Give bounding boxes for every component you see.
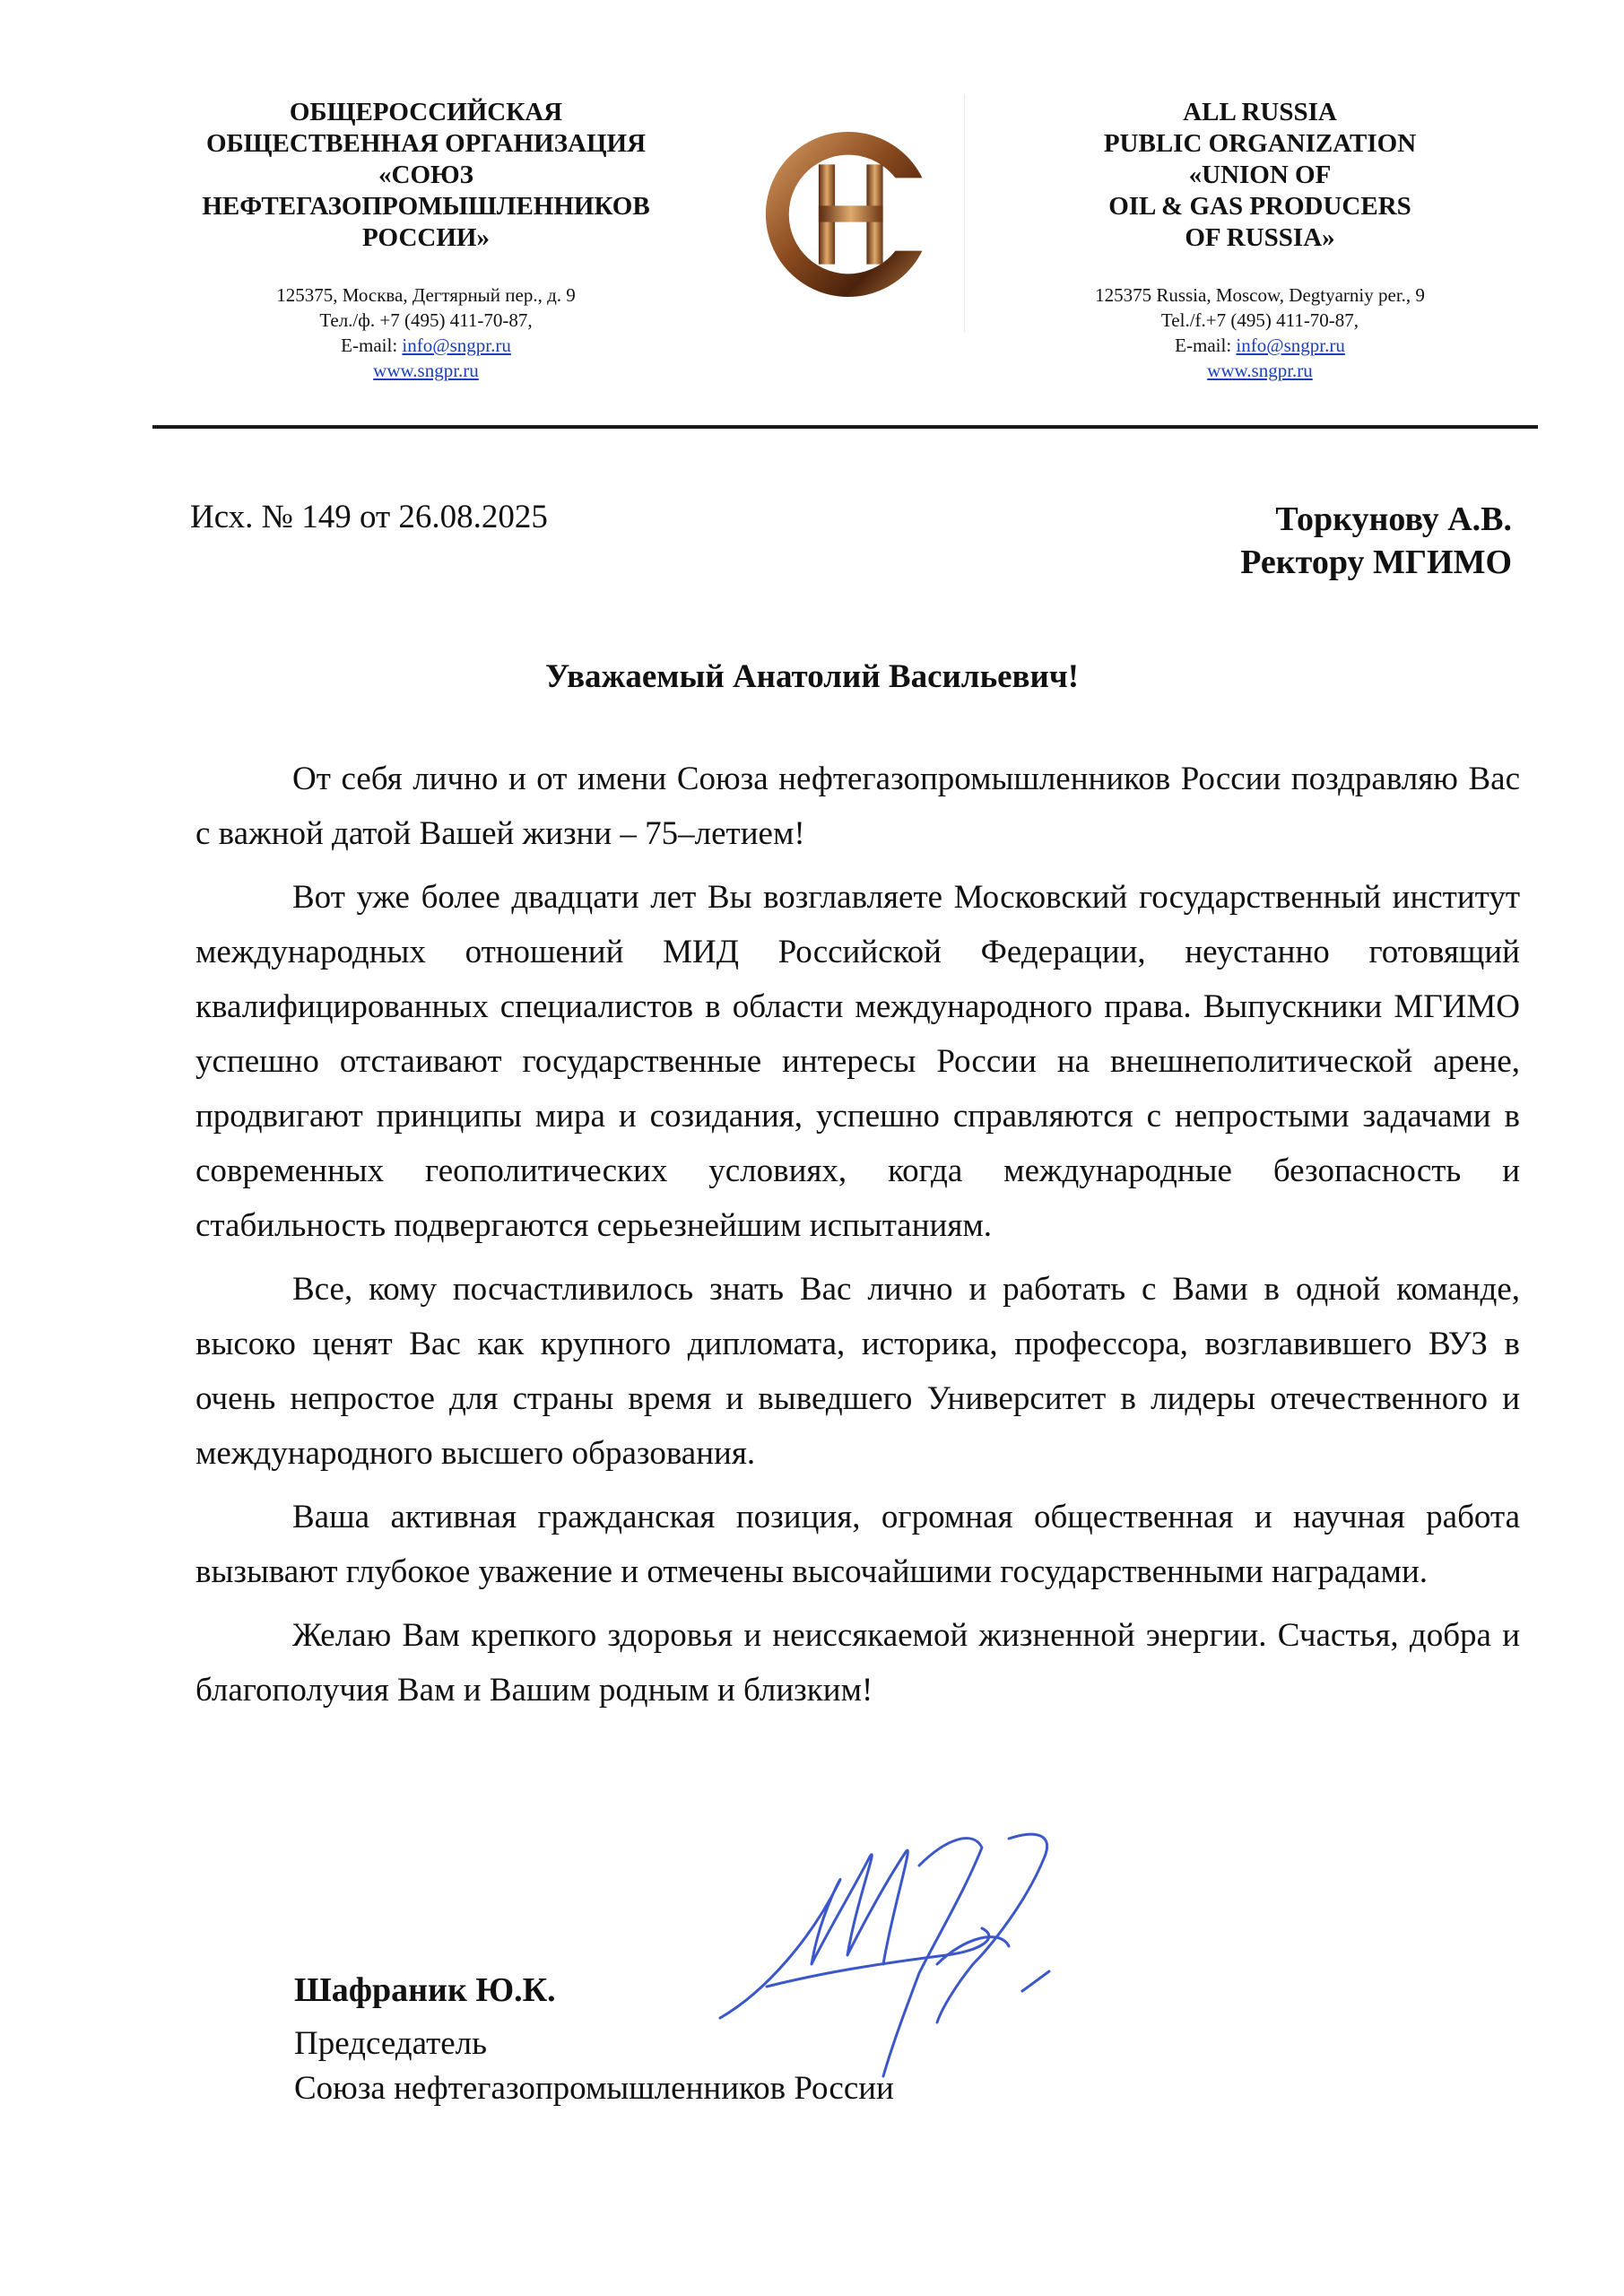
address-en: 125375 Russia, Moscow, Degtyarniy per., 9 (1095, 284, 1425, 306)
letterhead-left (152, 97, 699, 383)
address-ru: 125375, Москва, Дегтярный пер., д. 9 (276, 284, 576, 306)
email-link-en[interactable]: info@sngpr.ru (1236, 335, 1345, 356)
outgoing-reference: Исх. № 149 от 26.08.2025 (190, 499, 548, 535)
contacts-en (960, 283, 1560, 383)
signatory-name: Шафраник Ю.К. (294, 1971, 556, 2009)
salutation: Уважаемый Анатолий Васильевич! (544, 658, 1080, 695)
phone-en: Tel./f.+7 (495) 411-70-87, (1160, 309, 1359, 331)
body-paragraph: Все, кому посчастливилось знать Вас лично и работать с Вами в одной команде, высоко ценят Вас как крупного дипломата, историка, профессора, возглавившего ВУЗ в очень непростое для страны время и выведшего Университет в лидеры отечественного и международного высшего образования. (195, 1271, 1520, 1472)
letterhead-right (960, 97, 1560, 383)
letter-body (195, 752, 1520, 1718)
email-line-en: E-mail: info@sngpr.ru (1175, 335, 1345, 356)
contacts-ru (152, 283, 699, 383)
union-logo (751, 118, 943, 310)
recipient-title: Ректору МГИМО (1240, 544, 1512, 581)
email-line-ru: E-mail: info@sngpr.ru (341, 335, 511, 356)
signatory-title: Председатель Союза нефтегазопромышленников России (294, 2025, 894, 2107)
recipient-block (1240, 498, 1512, 584)
header-rule (152, 425, 1538, 429)
website-line-en (960, 358, 1560, 383)
org-name-ru: ОБЩЕРОССИЙСКАЯ ОБЩЕСТВЕННАЯ ОРГАНИЗАЦИЯ «СОЮЗ НЕФТЕГАЗОПРОМЫШЛЕННИКОВ РОССИИ» (202, 98, 650, 252)
org-name-en: ALL RUSSIA PUBLIC ORGANIZATION «UNION OF OIL & GAS PRODUCERS OF RUSSIA» (1103, 98, 1417, 252)
recipient-name: Торкунову А.В. (1275, 500, 1512, 538)
website-line-ru (152, 358, 699, 383)
body-paragraph: Желаю Вам крепкого здоровья и неиссякаемой жизненной энергии. Счастья, добра и благополучия Вам и Вашим родным и близким! (195, 1617, 1520, 1709)
email-link-ru[interactable]: info@sngpr.ru (402, 335, 511, 356)
website-link-ru[interactable]: www.sngpr.ru (373, 360, 479, 381)
website-link-en[interactable]: www.sngpr.ru (1207, 360, 1313, 381)
body-paragraph: Ваша активная гражданская позиция, огромная общественная и научная работа вызывают глубокое уважение и отмечены высочайшими государственными наградами. (195, 1499, 1520, 1590)
phone-ru: Тел./ф. +7 (495) 411-70-87, (319, 309, 533, 331)
body-paragraph: Вот уже более двадцати лет Вы возглавляете Московский государственный институт международных отношений МИД Российской Федерации, неустанно готовящий квалифицированных специалистов в области международного права. Выпускники МГИМО успешно отстаивают государственные интересы России на внешнеполитической арене, продвигают принципы мира и созидания, успешно справляются с непростыми задачами в современных геополитических условиях, когда международные безопасность и стабильность подвергаются серьезнейшим испытаниям. (195, 879, 1520, 1244)
body-paragraph: От себя лично и от имени Союза нефтегазопромышленников России поздравляю Вас с важной датой Вашей жизни – 75–летием! (195, 761, 1520, 852)
